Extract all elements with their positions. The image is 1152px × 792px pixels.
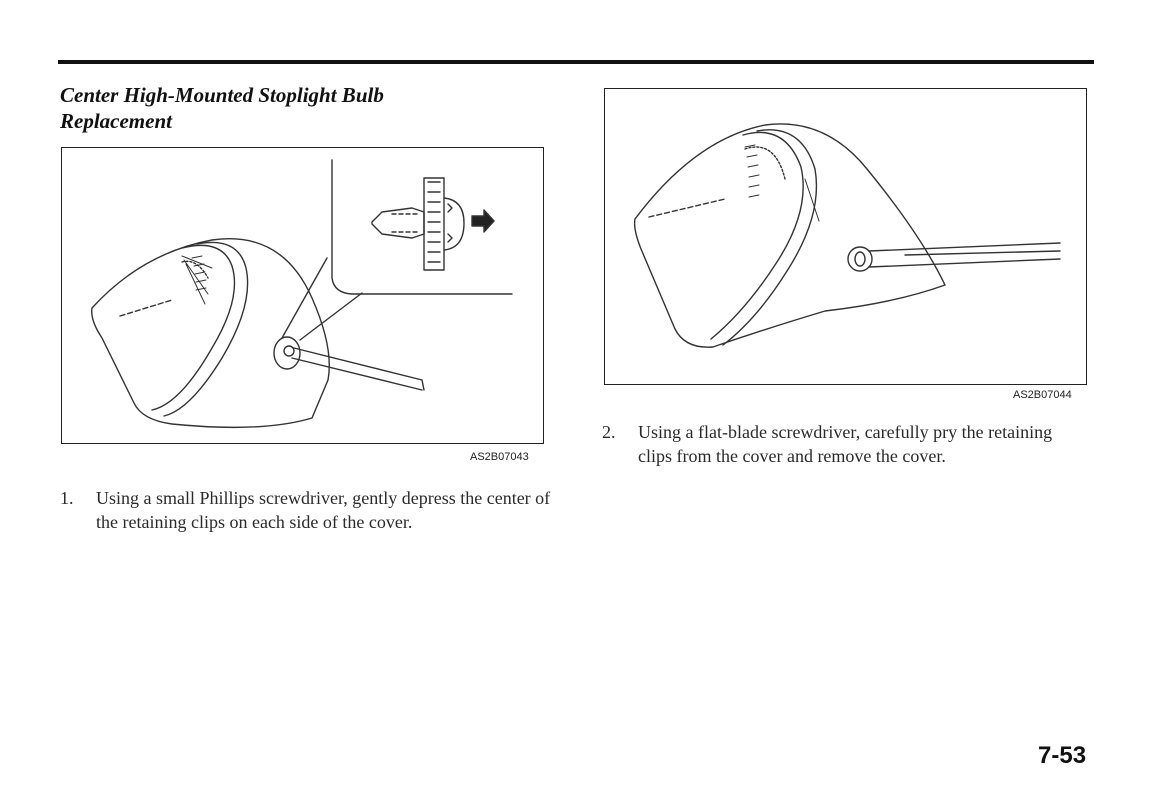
figure-code: AS2B07044 <box>1013 389 1072 401</box>
page-number: 7-53 <box>1038 742 1087 769</box>
step-text: Using a flat-blade screwdriver, carefully pry the retaining clips from the cover and remove the cover. <box>638 422 1053 466</box>
step-text: Using a small Phillips screwdriver, gently depress the center of the retaining clips on each side of the cover. <box>96 488 551 532</box>
section-title: Center High-Mounted Stoplight Bulb Replacement <box>60 83 384 133</box>
stoplight-cover-phillips-illustration <box>62 148 542 442</box>
figure-code: AS2B07043 <box>470 451 529 463</box>
figure-phillips-screwdriver <box>61 147 544 444</box>
stoplight-cover-flat-blade-illustration <box>605 89 1085 383</box>
top-rule <box>58 60 1094 64</box>
step-number: 1. <box>60 488 74 508</box>
step-number: 2. <box>602 422 616 442</box>
figure-flat-blade-screwdriver <box>604 88 1087 385</box>
